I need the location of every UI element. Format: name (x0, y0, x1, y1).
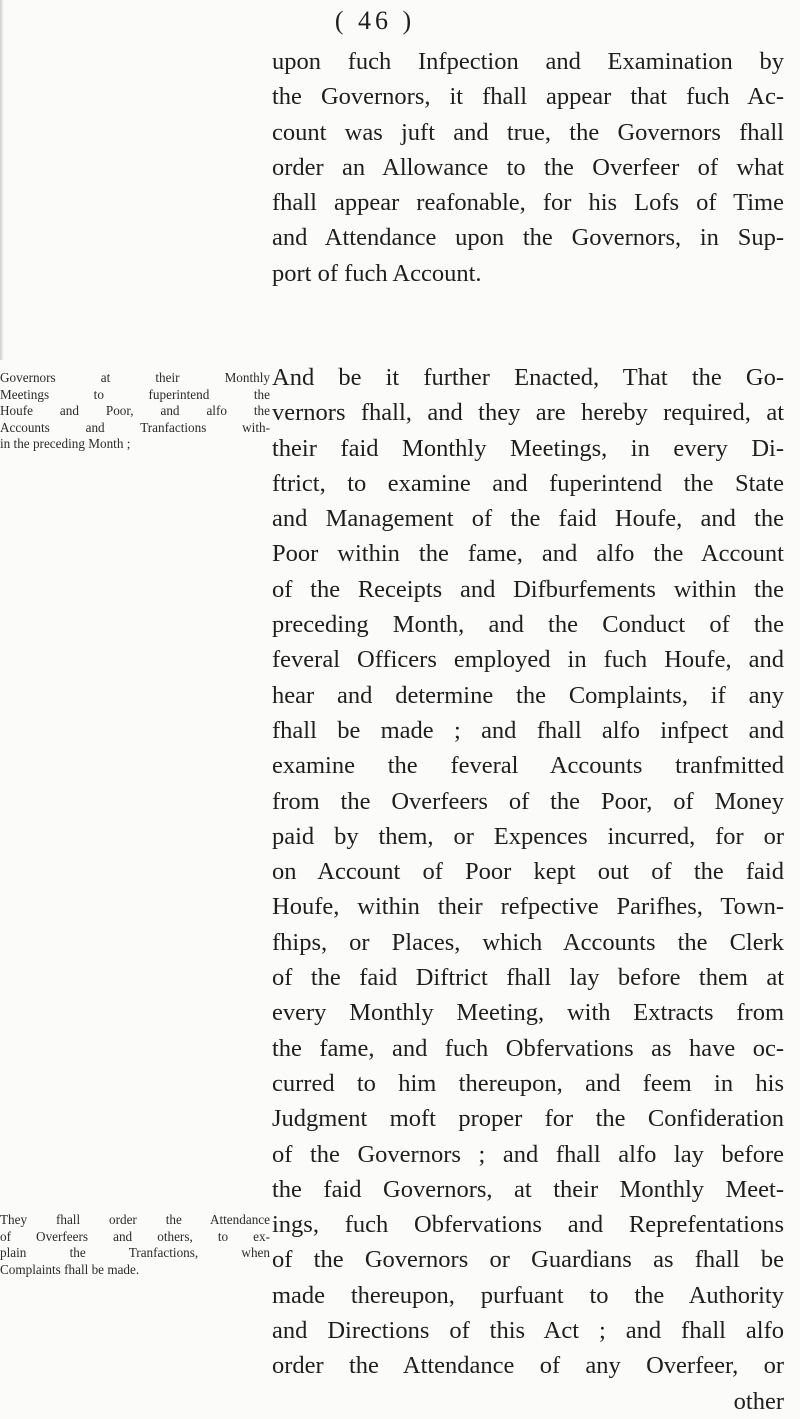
text-line: count was juft and true, the Governors fhall (272, 118, 784, 146)
paragraph-enactment (272, 360, 784, 1419)
text-line: Houfe, within their refpective Parifhes, Town- (272, 893, 784, 921)
text-line: of the Receipts and Difburfements within the (272, 575, 784, 603)
margin-note-line: Meetings to fuperintend the (0, 386, 270, 402)
text-line: feveral Officers employed in fuch Houfe, and (272, 646, 784, 674)
margin-note-line: Governors at their Monthly (0, 370, 270, 385)
page-binding-edge (0, 0, 4, 360)
margin-note-line: They fhall order the Attendance (0, 1212, 270, 1227)
text-line: upon fuch Infpection and Examination by (272, 48, 784, 75)
text-line: of the Governors ; and fhall alfo lay before (272, 1140, 784, 1168)
margin-note-line: Houfe and Poor, and alfo the (0, 403, 270, 418)
text-line: the faid Governors, at their Monthly Meet- (272, 1175, 784, 1203)
page-number: ( 46 ) (334, 6, 416, 35)
text-line: ings, fuch Obfervations and Reprefentations (272, 1211, 784, 1239)
text-line: Judgment moft proper for the Confideration (272, 1105, 784, 1133)
margin-note-line: Complaints fhall be made. (0, 1261, 140, 1277)
margin-note-line: plain the Tranfactions, when (0, 1245, 270, 1260)
text-line: the fame, and fuch Obfervations as have oc- (272, 1034, 784, 1062)
text-line: of the faid Diftrict fhall lay before them at (272, 964, 784, 992)
text-line: on Account of Poor kept out of the faid (272, 858, 784, 886)
text-line: fhall appear reafonable, for his Lofs of Time (272, 189, 784, 217)
text-line: the Governors, it fhall appear that fuch Ac- (272, 83, 784, 111)
text-line: their faid Monthly Meetings, in every Di- (272, 434, 784, 462)
margin-note-line: of Overfeers and others, to ex- (0, 1228, 270, 1244)
text-line: Poor within the fame, and alfo the Account (272, 540, 784, 568)
text-line: port of fuch Account. (272, 259, 482, 287)
text-line: from the Overfeers of the Poor, of Money (272, 787, 784, 815)
text-line: preceding Month, and the Conduct of the (272, 611, 784, 639)
text-line: ftrict, to examine and fuperintend the State (272, 469, 784, 497)
paragraph-continuation (272, 44, 784, 291)
margin-note-attendance (0, 1212, 270, 1278)
margin-note-line: in the preceding Month ; (0, 436, 131, 451)
text-line: and Management of the faid Houfe, and the (272, 505, 784, 533)
text-line: made thereupon, purfuant to the Authority (272, 1281, 784, 1309)
text-line: paid by them, or Expences incurred, for or (272, 822, 784, 850)
text-line: fhips, or Places, which Accounts the Clerk (272, 928, 784, 956)
text-line: fhall be made ; and fhall alfo infpect and (272, 716, 784, 744)
text-line: vernors fhall, and they are hereby required, at (272, 399, 784, 427)
text-line: examine the feveral Accounts tranfmitted (272, 752, 784, 780)
text-line: and Directions of this Act ; and fhall alfo (272, 1317, 784, 1345)
text-line: curred to him thereupon, and feem in his (272, 1069, 784, 1097)
text-line: and Attendance upon the Governors, in Sup- (272, 224, 784, 252)
text-line: order the Attendance of any Overfeer, or (272, 1352, 784, 1380)
catchword: other (733, 1387, 784, 1415)
text-line: of the Governors or Guardians as fhall be (272, 1246, 784, 1274)
text-line: every Monthly Meeting, with Extracts from (272, 999, 784, 1027)
text-line: And be it further Enacted, That the Go- (272, 364, 784, 391)
margin-note-line: Accounts and Tranfactions with- (0, 419, 270, 435)
text-line: hear and determine the Complaints, if any (272, 681, 784, 709)
text-line: order an Allowance to the Overfeer of what (272, 153, 784, 181)
margin-note-governors (0, 370, 270, 453)
